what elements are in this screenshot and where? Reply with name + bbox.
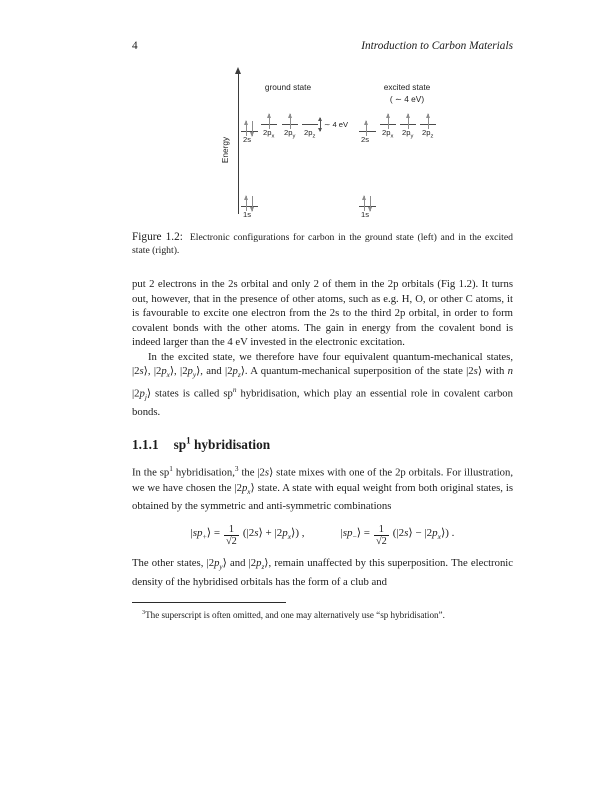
fraction-numerator: 1	[378, 523, 384, 535]
page-number: 4	[132, 40, 138, 52]
level-ground-2pz	[302, 124, 318, 125]
electron-up-arrow	[269, 114, 270, 129]
electron-up-arrow	[408, 114, 409, 129]
electron-up-arrow	[246, 196, 247, 211]
energy-axis-arrowhead	[235, 67, 241, 74]
excited-state-title: excited state	[383, 82, 431, 92]
fraction	[374, 524, 389, 548]
label-excited-2px: $2p_x$	[382, 128, 394, 140]
body-text	[132, 277, 513, 590]
eq-minus-rhs: (|2s⟩ − $|2p_x⟩$) .	[392, 527, 455, 542]
paragraph-4: The other states, $|2p_y⟩$ and $|2p_z⟩$, remain unaffected by this superposition. The electronic density of the hybridised orbitals has the form of a club and	[132, 557, 514, 589]
equation-block	[132, 524, 513, 548]
section-heading	[132, 436, 513, 453]
label-ground-2s: 2s	[243, 135, 252, 144]
electron-down-arrow	[370, 196, 371, 211]
eq-minus-lhs: $|sp_-⟩$ =	[340, 527, 370, 542]
electron-up-arrow	[388, 114, 389, 129]
label-excited-2py: $2p_y$	[402, 128, 414, 140]
ground-state-title: ground state	[264, 82, 312, 92]
footnote-rule	[132, 602, 286, 603]
figure-caption-text: Electronic configurations for carbon in the ground state (left) and in the excited state (right).	[132, 232, 513, 257]
fraction-denominator: √2	[375, 536, 387, 548]
paragraph-2: In the excited state, we therefore have four equivalent quantum-mechanical states, |2s⟩, $|2p_x⟩$, $|2p_y⟩$, and $|2p_z⟩$. A quantum-mechanical superposition of the state |2s⟩ with n $|2p_j⟩$ states is called $sp^n$ hybridisation, which play an essential role in covalent carbon bonds.	[132, 350, 513, 419]
electron-up-arrow	[364, 196, 365, 211]
label-ground-2py: $2p_y$	[284, 128, 296, 140]
section-number: 1.1.1	[132, 437, 159, 453]
electron-up-arrow	[428, 114, 429, 129]
level-excited-2s	[359, 131, 376, 132]
energy-axis-label: Energy	[220, 136, 230, 164]
energy-axis-line	[238, 73, 239, 214]
energy-gap-label: ∼ 4 eV	[324, 120, 349, 129]
eq-plus-rhs: (|2s⟩ + $|2p_x⟩$) ,	[242, 527, 305, 542]
energy-gap-arrow	[320, 118, 321, 131]
equation-sp-minus	[341, 524, 455, 548]
electron-down-arrow	[252, 121, 253, 136]
label-ground-2pz: $2p_z$	[304, 128, 316, 140]
label-excited-2pz: $2p_z$	[422, 128, 434, 140]
electron-up-arrow	[366, 121, 367, 136]
fraction-numerator: 1	[228, 523, 235, 535]
electron-down-arrow	[252, 196, 253, 211]
equation-sp-plus	[191, 524, 305, 548]
electron-up-arrow	[246, 121, 247, 136]
section-title: $sp^1$ hybridisation	[173, 435, 271, 453]
electron-up-arrow	[290, 114, 291, 129]
running-title: Introduction to Carbon Materials	[361, 40, 513, 52]
label-ground-2px: $2p_x$	[263, 128, 275, 140]
eq-plus-lhs: $|sp_+⟩$ =	[190, 527, 221, 542]
page-header	[132, 40, 513, 52]
paragraph-3: In the $sp^1$ hybridisation,$^3$ the |2s⟩ state mixes with one of the 2p orbitals. For illustration, we we have chosen the $|2p_x⟩$ state. A state with equal weight from both original states, is obtained by the symmetric and anti-symmetric combinations	[132, 465, 514, 513]
footnote	[132, 602, 513, 622]
paragraph-1: put 2 electrons in the 2s orbital and only 2 of them in the 2p orbitals (Fig 1.2). It turns out, however, that in the presence of other atoms, such as e.g. H, O, or other C atoms, it is favourable to excite one electron from the 2s to the third 2p orbital, in order to form covalent bonds with the other atoms. The gain in energy from the covalent bond is indeed larger than the 4 eV invested in the electronic excitation.	[132, 278, 513, 349]
figure-energy-diagram	[208, 66, 460, 224]
label-excited-1s: 1s	[361, 210, 370, 219]
figure-caption	[132, 231, 513, 258]
figure-caption-label: Figure 1.2:	[132, 231, 183, 243]
excited-state-energy-label: ( ∼ 4 eV)	[389, 94, 425, 104]
fraction	[224, 524, 239, 548]
label-excited-2s: 2s	[361, 135, 370, 144]
footnote-text: $^3$The superscript is often omitted, and one may alternatively use “sp hybridisation”.	[142, 609, 445, 621]
fraction-denominator: √2	[226, 536, 237, 548]
label-ground-1s: 1s	[243, 210, 252, 219]
